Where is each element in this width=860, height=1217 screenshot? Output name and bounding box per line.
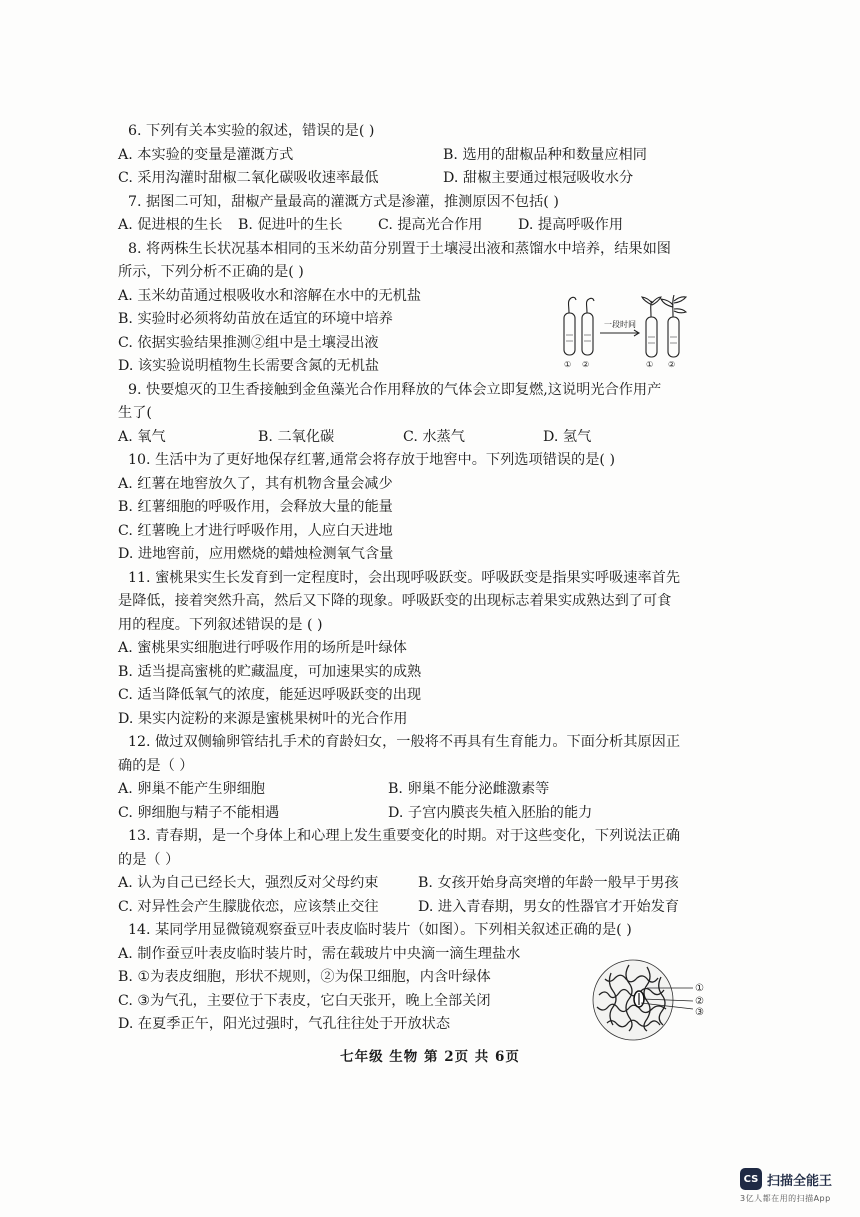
q14-option-b: B. ①为表皮细胞，形状不规则，②为保卫细胞，内含叶绿体 [118, 969, 491, 985]
question-list [118, 120, 718, 1037]
q7-option-c: C. 提高光合作用 [378, 217, 483, 233]
q8-option-d: D. 该实验说明植物生长需要含氮的无机盐 [118, 358, 380, 374]
q9-options [118, 426, 718, 450]
q14-option-a: A. 制作蚕豆叶表皮临时装片时，需在载玻片中央滴一滴生理盐水 [118, 945, 521, 962]
tube-1-before [564, 313, 575, 355]
q12-options-row1 [118, 778, 718, 802]
page-footer: 七年级 生物 第 2页 共 6页 [340, 1049, 520, 1065]
fig8-label-1a: ① [564, 360, 572, 369]
q6-stem: 6. 下列有关本实验的叙述，错误的是( ) [128, 123, 375, 139]
q12-option-d: D. 子宫内膜丧失植入胚胎的能力 [388, 804, 593, 821]
q11-stem-line1: 11. 蜜桃果实生长发育到一定程度时，会出现呼吸跃变。呼吸跃变是指果实呼吸速率首先 [128, 569, 681, 586]
q10-option-d: D. 进地窖前，应用燃烧的蜡烛检测氧气含量 [118, 546, 394, 562]
q14-epidermis-figure [585, 955, 715, 1045]
q6-option-a: A. 本实验的变量是灌溉方式 [118, 146, 294, 163]
q12-options-row2 [118, 802, 718, 826]
seedling-1-before [569, 298, 572, 313]
q13-stem-line1: 13. 青春期，是一个身体上和心理上发生重要变化的时期。对于这些变化，下列说法正确 [128, 828, 681, 844]
q7-option-a: A. 促进根的生长 [118, 217, 223, 233]
q12-option-c: C. 卵细胞与精子不能相遇 [118, 804, 280, 821]
q9-option-d: D. 氢气 [543, 428, 592, 445]
time-arrow-label: 一段时间 [604, 320, 636, 329]
scanner-app-name: 扫描全能王 [767, 1173, 833, 1189]
q11-stem-line2: 是降低，接着突然升高，然后又下降的现象。呼吸跃变的出现标志着果实成熟达到了可食 [118, 593, 672, 609]
q13-option-d: D. 进入青春期，男女的性器官才开始发育 [418, 898, 680, 915]
q9-option-a: A. 氧气 [118, 428, 166, 445]
q11-option-b: B. 适当提高蜜桃的贮藏温度，可加速果实的成熟 [118, 663, 422, 680]
leaf-2-after [661, 299, 673, 307]
q9-option-b: B. 二氧化碳 [258, 428, 335, 445]
q13-option-c: C. 对异性会产生朦胧依恋，应该禁止交往 [118, 898, 379, 915]
q8-stem-line2: 所示，下列分析不正确的是( ) [118, 264, 304, 280]
fig14-label-3: ③ [695, 1007, 704, 1018]
q9-stem-line1: 9. 快要熄灭的卫生香接触到金鱼藻光合作用释放的气体会立即复燃,这说明光合作用产 [128, 381, 662, 398]
q6-option-c: C. 采用沟灌时甜椒二氧化碳吸收速率最低 [118, 170, 379, 186]
q7-option-d: D. 提高呼吸作用 [518, 217, 624, 233]
q12-option-a: A. 卵巢不能产生卵细胞 [118, 781, 265, 797]
q8-stem-line1: 8. 将两株生长状况基本相同的玉米幼苗分别置于土壤浸出液和蒸馏水中培养，结果如图 [128, 240, 671, 257]
q9-option-c: C. 水蒸气 [403, 428, 465, 445]
fig8-label-1b: ① [646, 360, 654, 369]
fig8-label-2a: ② [582, 360, 590, 369]
q12-stem-line1: 12. 做过双侧输卵管结扎手术的育龄妇女，一般将不再具有生育能力。下面分析其原因正 [128, 734, 681, 750]
q8-option-b: B. 实验时必须将幼苗放在适宜的环境中培养 [118, 311, 393, 327]
tube-2-before [582, 313, 593, 355]
seedling-2-before [587, 299, 590, 313]
scanner-tagline: 3亿人都在用的扫描App [740, 1194, 831, 1203]
q10-option-c: C. 红薯晚上才进行呼吸作用，人应白天进地 [118, 522, 393, 539]
q10-option-a: A. 红薯在地窖放久了，其有机物含量会减少 [118, 475, 393, 492]
leaf-1-after [642, 297, 652, 305]
q14-option-c: C. ③为气孔，主要位于下表皮，它白天张开，晚上全部关闭 [118, 992, 491, 1009]
q6-option-d: D. 甜椒主要通过根冠吸收水分 [443, 170, 634, 186]
q11-stem-line3: 用的程度。下列叙述错误的是 ( ) [118, 616, 323, 633]
q7-stem: 7. 据图二可知，甜椒产量最高的灌溉方式是渗灌，推测原因不包括( ) [128, 193, 559, 210]
q12-stem-line2: 确的是（ ） [118, 757, 194, 774]
q10-stem: 10. 生活中为了更好地保存红薯,通常会将存放于地窖中。下列选项错误的是( ) [128, 452, 615, 468]
q6-options-row2 [118, 167, 718, 191]
scanner-logo-icon: CS [740, 1168, 762, 1190]
q13-stem-line2: 的是（ ） [118, 851, 180, 868]
q13-option-a: A. 认为自己已经长大，强烈反对父母约束 [118, 875, 379, 891]
q13-options-row2 [118, 896, 718, 920]
q7-option-b: B. 促进叶的生长 [238, 217, 343, 233]
q13-option-b: B. 女孩开始身高突增的年龄一般早于男孩 [418, 875, 679, 891]
q11-option-d: D. 果实内淀粉的来源是蜜桃果树叶的光合作用 [118, 710, 408, 727]
scanner-watermark [740, 1168, 832, 1190]
fig8-label-2b: ② [668, 360, 676, 369]
q8-option-c: C. 依据实验结果推测②组中是土壤浸出液 [118, 334, 379, 351]
q9-stem-line2: 生了( [118, 405, 152, 421]
q8-seedling-figure [560, 295, 690, 370]
q14-stem: 14. 某同学用显微镜观察蚕豆叶表皮临时装片（如图）。下列相关叙述正确的是( ) [128, 922, 632, 938]
q6-option-b: B. 选用的甜椒品种和数量应相同 [443, 146, 647, 163]
q11-option-c: C. 适当降低氧气的浓度，能延迟呼吸跃变的出现 [118, 687, 422, 703]
q6-options-row1 [118, 144, 718, 168]
fig14-label-1: ① [695, 983, 704, 994]
q11-option-a: A. 蜜桃果实细胞进行呼吸作用的场所是叶绿体 [118, 640, 407, 656]
fig14-label-2: ② [695, 996, 704, 1007]
q10-option-b: B. 红薯细胞的呼吸作用，会释放大量的能量 [118, 499, 393, 515]
q14-option-d: D. 在夏季正午，阳光过强时，气孔往往处于开放状态 [118, 1016, 451, 1032]
q7-options [118, 214, 718, 238]
q13-options-row1 [118, 872, 718, 896]
q8-option-a: A. 玉米幼苗通过根吸收水和溶解在水中的无机盐 [118, 287, 422, 304]
q12-option-b: B. 卵巢不能分泌雌激素等 [388, 781, 550, 797]
